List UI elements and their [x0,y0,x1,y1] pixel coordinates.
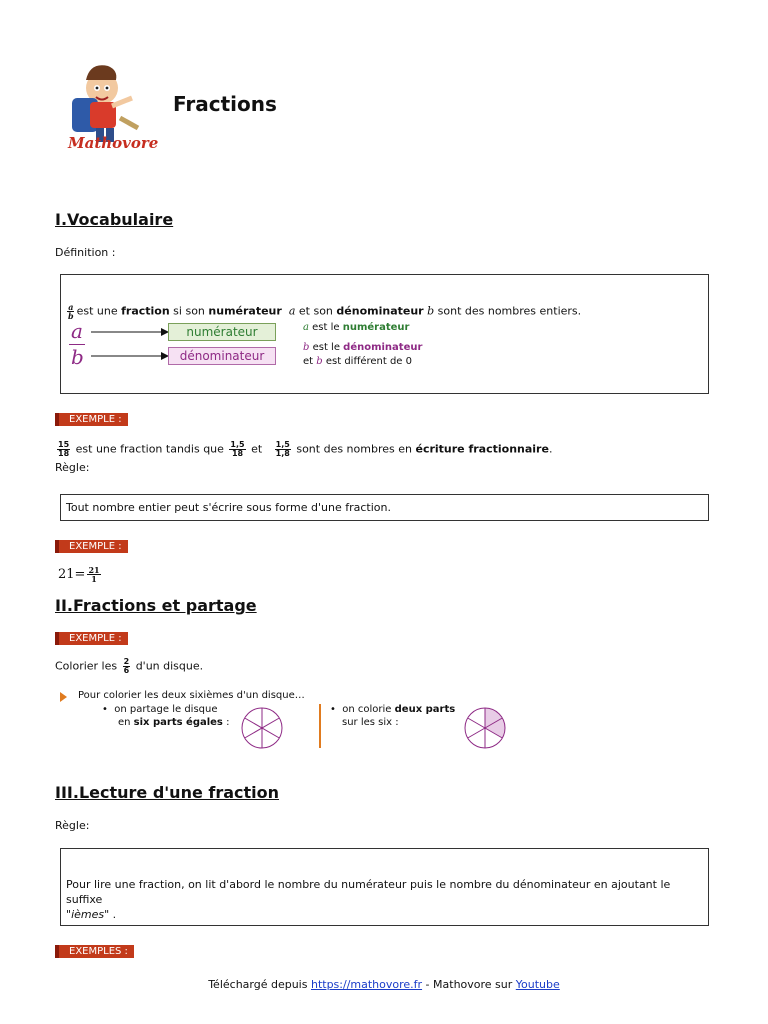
regle-label-2: Règle: [55,819,90,832]
definition-line: $\frac{a}{b}$ est une fraction si son numérateur a et son dénominateur b sont des nombres entiers. [68,302,582,321]
arrow-bullet-icon [60,692,67,702]
lecture-rule-box [60,848,709,926]
left-bullet-1: • on partage le disque [102,704,218,715]
section-title-vocabulaire: I.Vocabulaire [55,210,174,229]
youtube-link[interactable]: Youtube [515,978,560,991]
fraction-15-18: $\frac{15}{18}$ [58,440,70,458]
regle-box [60,494,709,521]
left-bullet-2: en six parts égales : [118,717,230,728]
partage-illustration [60,692,560,752]
disk-six-parts-icon [240,706,284,750]
denominator-label-box: dénominateur [168,347,276,365]
colorier-line: Colorier les $\frac{2}{6}$ d'un disque. [55,657,204,675]
examples-badge: EXEMPLES : [55,945,134,958]
page-title: Fractions [173,92,277,116]
mathovore-logo [60,58,160,156]
fraction-2-6: $\frac{2}{6}$ [123,657,130,675]
fraction-1-5-1-8: $\frac{1,5}{1,8}$ [275,440,290,458]
definition-label: Définition : [55,246,116,259]
footer: Téléchargé depuis https://mathovore.fr - Mathovore sur Youtube [208,978,560,991]
symbol-b: b [427,304,435,318]
diagram-arrows-icon [89,323,169,363]
definition-box [60,274,709,394]
numerator-label-box: numérateur [168,323,276,341]
logo-text: Mathovore [68,134,159,152]
disk-two-colored-icon [463,706,507,750]
explanation-nonzero: et b est différent de 0 [303,356,413,367]
fraction-21-1: $\frac{21}{1}$ [88,565,100,584]
section-title-lecture: III.Lecture d'une fraction [55,783,280,802]
symbol-a: a [288,304,296,318]
example-badge-2: EXEMPLE : [55,540,128,553]
diagram-a: a [71,319,83,343]
regle-text: Tout nombre entier peut s'écrire sous forme d'une fraction. [66,501,391,514]
lecture-rule-text: Pour lire une fraction, on lit d'abord le nombre du numérateur puis le nombre du dénominateur en ajoutant le suffixe "ièmes" . [66,878,671,921]
example-2-equation: 21= $\frac{21}{1}$ [58,565,100,584]
step-title: Pour colorier les deux sixièmes d'un disque… [78,690,305,701]
example-badge: EXEMPLE : [55,413,128,426]
regle-label: Règle: [55,461,90,474]
section-title-partage: II.Fractions et partage [55,596,257,615]
explanation-denominator: b est le dénominateur [303,342,423,353]
fraction-1-5-18: $\frac{1,5}{18}$ [230,440,245,458]
explanation-numerator: a est le numérateur [303,322,410,333]
separator-bar [319,704,321,748]
example-1-line: $\frac{15}{18}$ est une fraction tandis que $\frac{1,5}{18}$ et $\frac{1,5}{1,8}$ sont des nombres en écriture fractionnaire. [58,440,553,458]
right-bullet-1: • on colorie deux parts [330,704,456,715]
right-bullet-2: sur les six : [342,717,399,728]
diagram-b: b [71,345,84,369]
example-badge-3: EXEMPLE : [55,632,128,645]
mathovore-link[interactable]: https://mathovore.fr [310,978,423,991]
fraction-a-over-b: $\frac{a}{b}$ [68,302,74,321]
